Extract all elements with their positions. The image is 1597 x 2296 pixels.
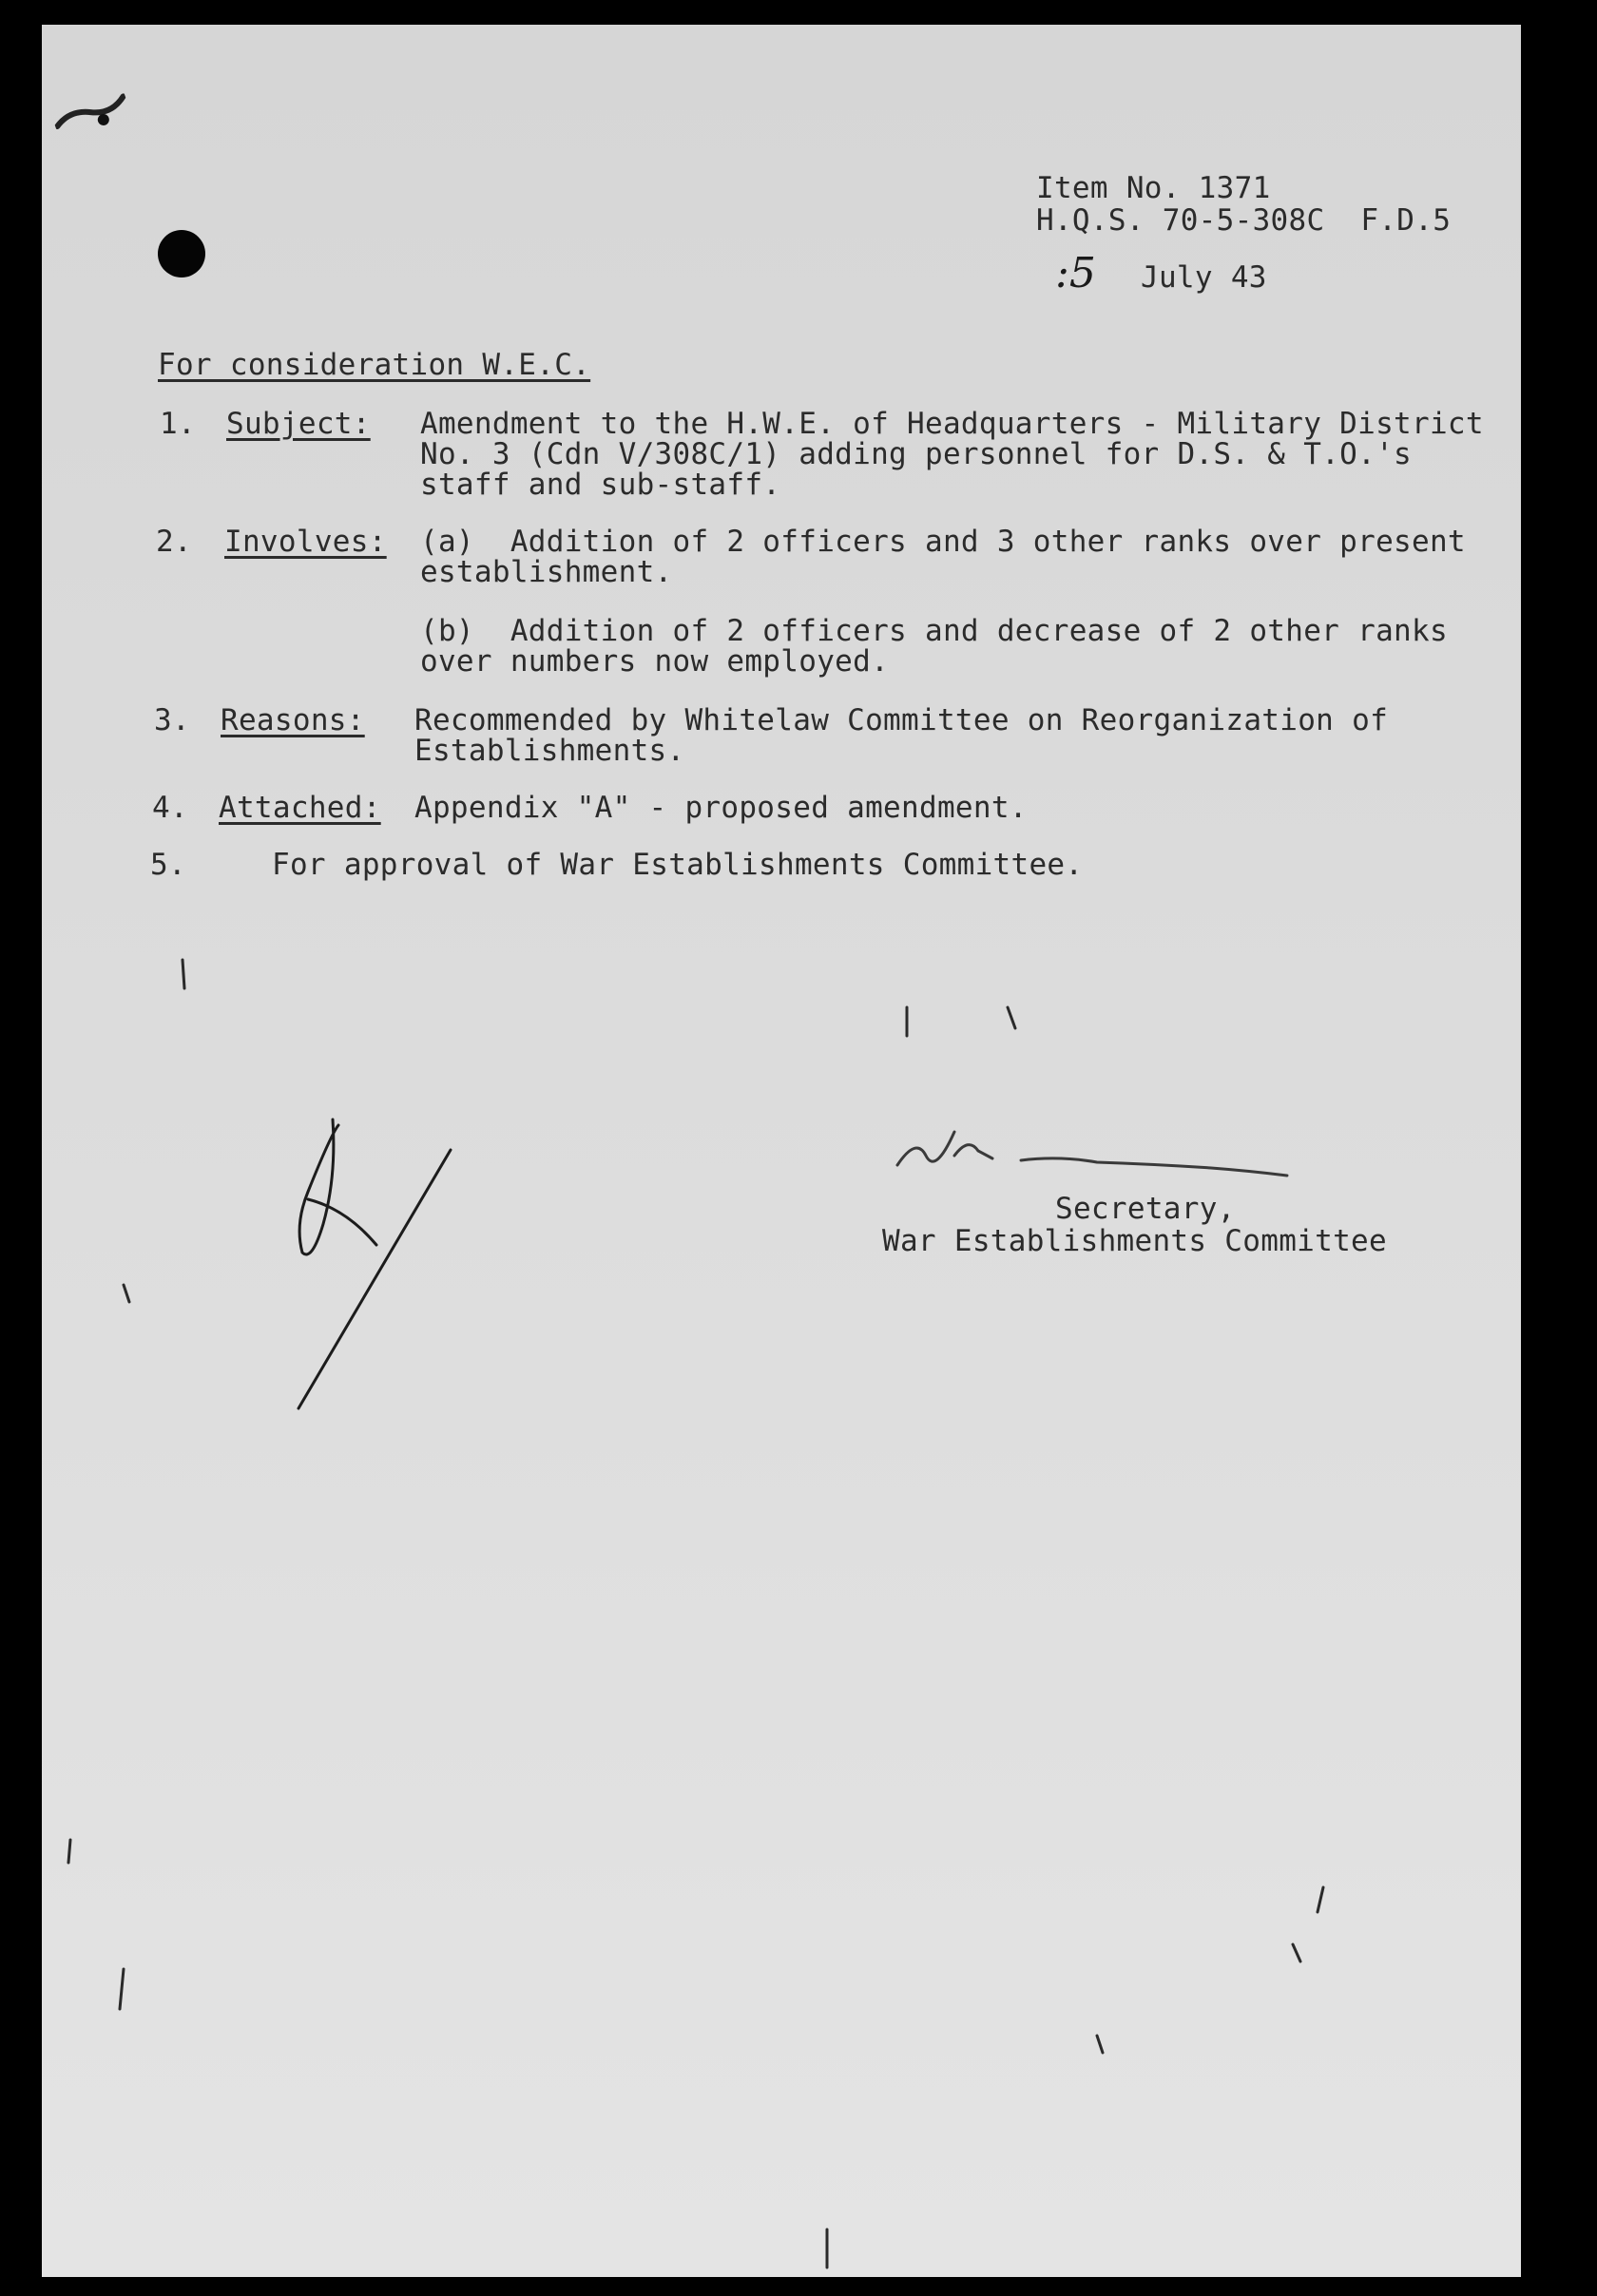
item-2b-line-1: (b) Addition of 2 officers and decrease of 2 other ranks	[420, 614, 1448, 648]
signature-organization: War Establishments Committee	[882, 1224, 1387, 1258]
item-3-line-2: Establishments.	[414, 734, 685, 768]
document-page	[42, 25, 1521, 2277]
item-1-line-1: Amendment to the H.W.E. of Headquarters - Military District	[420, 407, 1484, 441]
item-4-number: 4.	[152, 791, 188, 825]
item-2a-line-2: establishment.	[420, 555, 673, 589]
item-2a-line-1: (a) Addition of 2 officers and 3 other ranks over present	[420, 525, 1466, 559]
item-1-number: 1.	[160, 407, 196, 441]
date-handwritten-day: :5	[1055, 249, 1096, 297]
signature-title: Secretary,	[1055, 1192, 1236, 1226]
item-3-label: Reasons:	[221, 703, 365, 737]
item-1-line-2: No. 3 (Cdn V/308C/1) adding personnel for D.S. & T.O.'s	[420, 437, 1412, 471]
item-2-label: Involves:	[224, 525, 387, 559]
item-5-line-1: For approval of War Establishments Committee.	[272, 848, 1084, 882]
item-2b-line-2: over numbers now employed.	[420, 644, 890, 679]
item-3-line-1: Recommended by Whitelaw Committee on Reorganization of	[414, 703, 1389, 737]
item-number: Item No. 1371	[1036, 171, 1271, 205]
item-1-line-3: staff and sub-staff.	[420, 468, 781, 502]
file-reference: H.Q.S. 70-5-308C F.D.5	[1036, 203, 1452, 238]
item-1-label: Subject:	[226, 407, 371, 441]
item-4-line-1: Appendix "A" - proposed amendment.	[414, 791, 1028, 825]
signature-scribble	[42, 25, 1521, 2277]
document-heading: For consideration W.E.C.	[158, 348, 591, 382]
item-4-label: Attached:	[219, 791, 381, 825]
item-3-number: 3.	[154, 703, 190, 737]
item-5-number: 5.	[150, 848, 186, 882]
item-2-number: 2.	[156, 525, 192, 559]
date: July 43	[1141, 260, 1267, 295]
